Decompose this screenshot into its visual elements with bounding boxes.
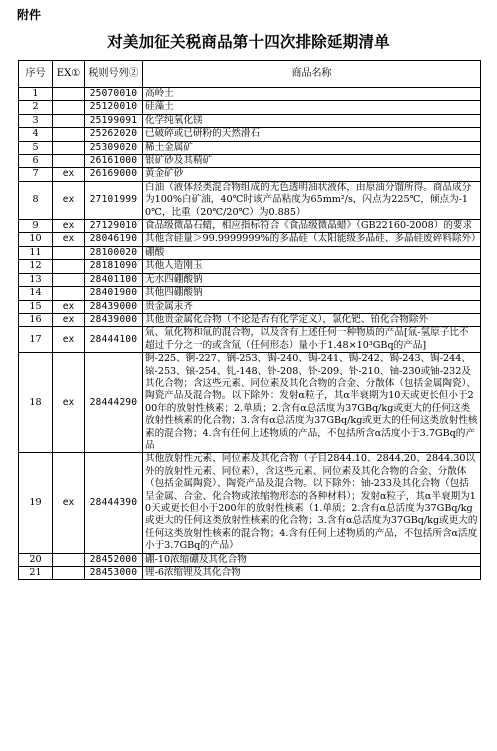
attachment-label: 附件 [17,8,42,22]
row-ex: ex [53,220,85,233]
row-code: 28452000 [85,553,143,566]
row-seq: 2 [19,101,53,114]
row-code: 28444390 [85,453,143,553]
table-row [19,327,481,353]
row-name: 其他四硼酸钠 [143,287,481,300]
table-row [19,128,481,141]
row-code: 25120010 [85,101,143,114]
row-ex: ex [53,181,85,219]
row-code: 28439000 [85,300,143,313]
row-code: 27129010 [85,220,143,233]
row-seq: 3 [19,114,53,127]
row-ex: ex [53,453,85,553]
row-seq: 15 [19,300,53,313]
row-seq: 5 [19,141,53,154]
row-code: 28453000 [85,567,143,580]
table-row [19,220,481,233]
row-seq: 1 [19,88,53,101]
row-ex: ex [53,168,85,181]
row-seq: 17 [19,327,53,353]
table-header-row [19,61,481,88]
row-seq: 14 [19,287,53,300]
table-row [19,233,481,246]
table-row [19,260,481,273]
row-name: 无水四硼酸钠 [143,273,481,286]
row-seq: 8 [19,181,53,219]
table-row [19,553,481,566]
document-title: 对美加征关税商品第十四次排除延期清单 [107,33,390,51]
row-seq: 10 [19,233,53,246]
row-ex [53,141,85,154]
row-code: 25199091 [85,114,143,127]
row-ex [53,88,85,101]
row-name: 其他贵金属化合物（不论是否有化学定义），氯化钯、铂化合物除外 [143,313,481,326]
row-seq: 12 [19,260,53,273]
row-seq: 18 [19,353,53,453]
exclusion-list-table [18,60,481,580]
row-code: 28100020 [85,246,143,259]
row-ex [53,553,85,566]
row-name: 其他人造刚玉 [143,260,481,273]
row-name: 硼-10浓缩硼及其化合物 [143,553,481,566]
table-row [19,300,481,313]
row-ex: ex [53,300,85,313]
row-code: 25262020 [85,128,143,141]
row-ex [53,101,85,114]
row-ex [53,273,85,286]
table-row [19,168,481,181]
row-code: 28439000 [85,313,143,326]
table-row [19,353,481,453]
header-name: 商品名称 [143,61,481,88]
row-ex: ex [53,353,85,453]
table-row [19,155,481,168]
row-seq: 7 [19,168,53,181]
table-row [19,101,481,114]
row-ex [53,287,85,300]
row-code: 28046190 [85,233,143,246]
row-name: 白油（液体烃类混合物组成的无色透明油状液体，由原油分馏所得。商品成分为100%白矿油，40℃时该产品粘度为65mm²/s，闪点为225℃，倾点为-10℃，比重（20℃/20℃）为0.885） [143,181,481,219]
table-row [19,273,481,286]
row-name: 其他放射性元素、同位素及其化合物（子目2844.10、2844.20、2844.30以外的放射性元素、同位素），含这些元素、同位素及其化合物的合金、分散体（包括金属陶瓷）、陶瓷产品及混合物。以下除外：铀-233及其化合物（包括呈金属、合金、化合物或浓缩物形态的各种材料）；发射α粒子，其α半衰期为10天或更长但小于200年的放射性核素（1.单质；2.含有α总活度为37GBq/kg或更大的任何这类放射性核素的化合物；3.含有α总活度为37GBq/kg或更大的任何这类放射性核素的混合物；4.含有任何上述物质的产品，不包括所含α活度小于3.7GBq的产品） [143,453,481,553]
row-name: 氚、氚化物和氚的混合物，以及含有上述任何一种物质的产品[氚-氢原子比不超过千分之一的或含氚（任何形态）量小于1.48×10³GBq的产品] [143,327,481,353]
row-ex [53,128,85,141]
table-row [19,287,481,300]
row-seq: 11 [19,246,53,259]
row-seq: 13 [19,273,53,286]
table-row [19,141,481,154]
row-ex [53,567,85,580]
row-code: 25070010 [85,88,143,101]
row-ex [53,246,85,259]
table-row [19,567,481,580]
row-code: 28181090 [85,260,143,273]
row-seq: 6 [19,155,53,168]
row-name: 其他含硅量＞99.9999999%的多晶硅（太阳能级多晶硅、多晶硅废碎料除外） [143,233,481,246]
header-code: 税则号列② [85,61,143,88]
row-ex [53,155,85,168]
row-seq: 4 [19,128,53,141]
row-seq: 9 [19,220,53,233]
table-row [19,181,481,219]
row-name: 硼酸 [143,246,481,259]
row-name: 食品级微晶石蜡，相应指标符合《食品级微晶蜡》（GB22160-2008）的要求 [143,220,481,233]
row-seq: 19 [19,453,53,553]
row-seq: 16 [19,313,53,326]
row-code: 28401100 [85,273,143,286]
row-name: 贵金属汞齐 [143,300,481,313]
row-name: 银矿砂及其精矿 [143,155,481,168]
table-row [19,246,481,259]
row-name: 化学纯氧化镁 [143,114,481,127]
row-name: 锂-6浓缩锂及其化合物 [143,567,481,580]
row-name: 已破碎或已研粉的天然滑石 [143,128,481,141]
table-row [19,313,481,326]
row-name: 高岭土 [143,88,481,101]
table-row [19,453,481,553]
row-name: 稀土金属矿 [143,141,481,154]
header-ex: EX① [53,61,85,88]
row-code: 28444100 [85,327,143,353]
row-name: 锕-225、锕-227、锎-253、锔-240、锔-241、锔-242、锔-243、锔-244、锿-253、锿-254、钆-148、钋-208、钋-209、钋-210、铀-230或铀-232及其化合物；含这些元素、同位素及其化合物的合金、分散体（包括金属陶瓷）、陶瓷产品及混合物。以下除外：发射α粒子，其α半衰期为10天或更长但小于200年的放射性核素；2.单质；2.含有α总活度为37GBq/kg或更大的任何这类放射性核素的化合物；3.含有α总活度为37GBq/kg或更大的任何这类放射性核素的混合物；4.含有任何上述物质的产品，不包括所含α活度小于3.7GBq的产品 [143,353,481,453]
row-code: 27101999 [85,181,143,219]
row-code: 26161000 [85,155,143,168]
table-row [19,114,481,127]
row-ex: ex [53,313,85,326]
row-ex: ex [53,233,85,246]
row-name: 黄金矿砂 [143,168,481,181]
row-ex [53,260,85,273]
row-seq: 20 [19,553,53,566]
row-ex [53,114,85,127]
table-row [19,88,481,101]
row-code: 28401900 [85,287,143,300]
row-code: 26169000 [85,168,143,181]
row-ex: ex [53,327,85,353]
row-code: 28444290 [85,353,143,453]
row-seq: 21 [19,567,53,580]
row-name: 硅藻土 [143,101,481,114]
header-seq: 序号 [19,61,53,88]
row-code: 25309020 [85,141,143,154]
